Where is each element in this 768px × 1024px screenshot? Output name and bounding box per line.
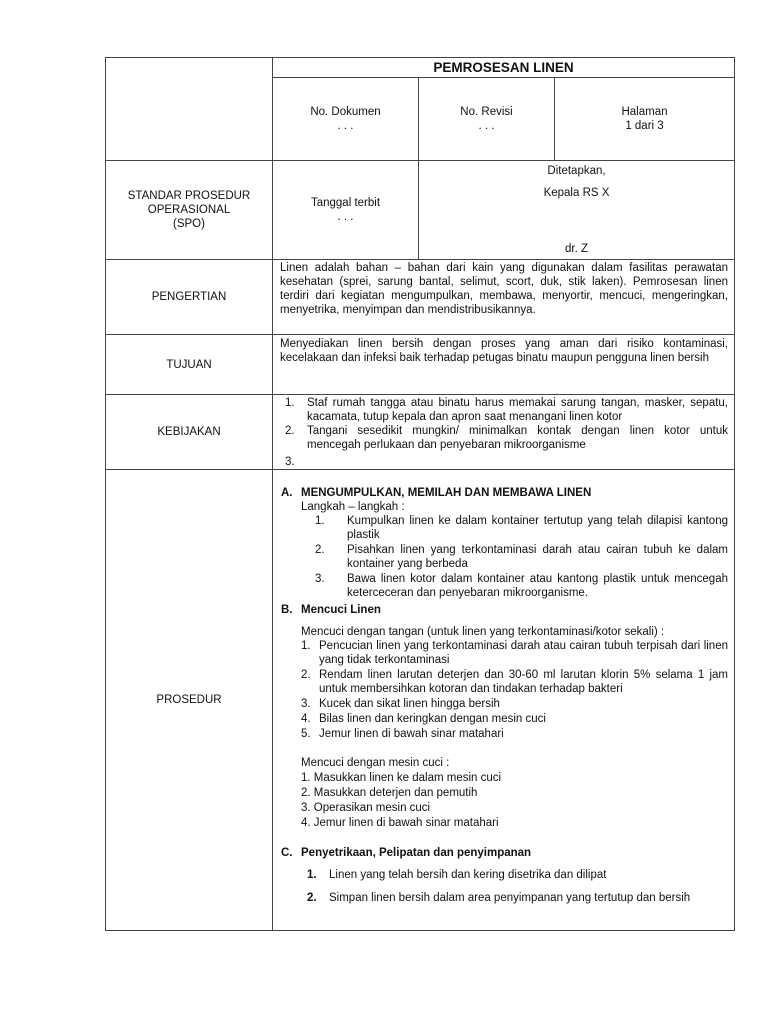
section-a-sub: Langkah – langkah : [301,501,405,513]
halaman-value: 1 dari 3 [625,120,664,132]
kebijakan-item-1: 1. Staf rumah tangga atau binatu harus memakai sarung tangan, masker, sepatu, kacamata, tutup kepala dan apron saat menangani linen kotor [285,397,728,423]
prosedur-content-cell [272,469,735,931]
tujuan-text: Menyediakan linen bersih dengan proses yang aman dari risiko kontaminasi, kecelakaan dan infeksi baik terhadap petugas binatu maupun pengguna linen bersih [280,338,728,364]
signer-name: dr. Z [564,243,588,255]
tujuan-content-cell [272,334,735,395]
no-dokumen-value: . . . [337,120,354,132]
section-b-machine-item-1: 1. Masukkan linen ke dalam mesin cuci [301,772,502,784]
section-b-hand-item-1: 1. Pencucian linen yang terkontaminasi darah atau cairan tubuh terpisah dari linen yang tidak terkontaminasi [301,640,728,666]
section-b-hand-item-3: 3. Kucek dan sikat linen hingga bersih [301,698,500,710]
no-revisi-value: . . . [478,120,495,132]
section-b-machine-item-4: 4. Jemur linen di bawah sinar matahari [301,817,499,829]
section-c-heading: C. Penyetrikaan, Pelipatan dan penyimpanan [281,847,532,859]
section-b-heading: B. Mencuci Linen [281,604,381,616]
kebijakan-item-2: 2. Tangani sesedikit mungkin/ minimalkan kontak dengan linen kotor untuk mencegah perlukaan dan penyebaran mikroorganisme [285,425,728,451]
no-dokumen-label: No. Dokumen [310,106,381,118]
spo-line-3: (SPO) [173,218,205,230]
spo-document [105,57,735,931]
title-text: PEMROSESAN LINEN [433,60,574,75]
section-b-hand-item-2: 2. Rendam linen larutan deterjen dan 30-60 ml larutan klorin 5% selama 1 jam untuk membersihkan kotoran dan tindakan terhadap bakteri [301,669,728,695]
spo-line-1: STANDAR PROSEDUR [127,190,251,202]
spo-line-2: OPERASIONAL [147,204,231,216]
kebijakan-item-3: 3. [285,456,295,468]
kebijakan-content-cell [272,394,735,470]
pengertian-text: Linen adalah bahan – bahan dari kain yang digunakan dalam fasilitas perawatan kesehatan (sprei, sarung bantal, selimut, scort, duk, stik laken). Pemrosesan linen terdiri dari kegiatan mengumpulkan, membawa, menyortir, mencuci, mengeringkan, menyetrika, menyimpan dan mendistribusikannya. [280,262,728,316]
no-revisi-cell [418,77,555,161]
section-a-item-3: 3. Bawa linen kotor dalam kontainer atau kantong plastik untuk mencegah keterceceran dan penyebaran mikroorganisme. [315,573,728,599]
halaman-label: Halaman [621,106,668,118]
ditetapkan-cell [418,160,735,260]
section-a-heading: A. MENGUMPULKAN, MEMILAH DAN MEMBAWA LINEN [281,487,592,499]
kebijakan-label: KEBIJAKAN [157,426,221,438]
ditetapkan-text: Ditetapkan, [547,165,606,177]
pengertian-content-cell [272,259,735,335]
section-a-item-1: 1. Kumpulkan linen ke dalam kontainer tertutup yang telah dilapisi kantong plastik [315,515,728,541]
section-c-item-2: 2. Simpan linen bersih dalam area penyimpanan yang tertutup dan bersih [307,892,691,904]
section-c-item-1: 1. Linen yang telah bersih dan kering disetrika dan dilipat [307,869,607,881]
tanggal-label: Tanggal terbit [310,197,381,209]
pengertian-label-cell [105,259,273,335]
section-a-item-2: 2. Pisahkan linen yang terkontaminasi darah atau cairan tubuh ke dalam kontainer yang berbeda [315,544,728,570]
tanggal-value: . . . [337,211,354,223]
kebijakan-label-cell [105,394,273,470]
tujuan-label: TUJUAN [166,358,212,371]
tanggal-terbit-cell [272,160,419,260]
section-b-machine-item-2: 2. Masukkan deterjen dan pemutih [301,787,478,799]
kepala-text: Kepala RS X [543,187,610,199]
prosedur-label-cell [105,469,273,931]
pengertian-label: PENGERTIAN [151,291,227,303]
spo-left-header [105,57,273,161]
section-b-machine-item-3: 3. Operasikan mesin cuci [301,802,431,814]
section-b-hand-item-4: 4. Bilas linen dan keringkan dengan mesin cuci [301,713,546,725]
section-b-sub-machine: Mencuci dengan mesin cuci : [301,757,450,769]
document-title [272,57,735,78]
section-b-hand-item-5: 5. Jemur linen di bawah sinar matahari [301,728,504,740]
section-b-sub-hand: Mencuci dengan tangan (untuk linen yang terkontaminasi/kotor sekali) : [301,626,665,638]
spo-label-cell [105,160,273,260]
tujuan-label-cell [105,334,273,395]
halaman-cell [554,77,735,161]
no-dokumen-cell [272,77,419,161]
no-revisi-label: No. Revisi [460,106,513,118]
prosedur-label: PROSEDUR [156,694,222,706]
